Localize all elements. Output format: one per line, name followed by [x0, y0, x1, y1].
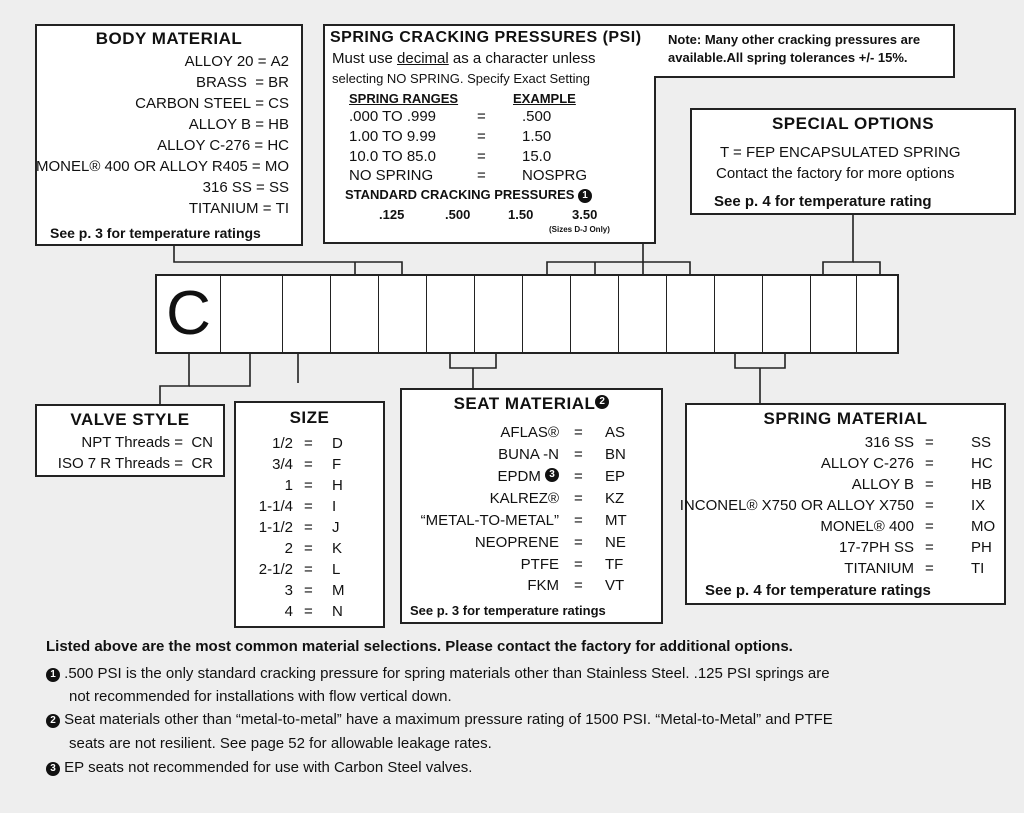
range: 1.00 TO 9.99 [349, 128, 437, 145]
seat-material-note: See p. 3 for temperature ratings [410, 603, 606, 618]
standard-value: 1.50 [508, 207, 534, 222]
footnote-3 [46, 759, 472, 776]
row-name: NPT Threads [81, 434, 171, 451]
body-material-row: ALLOY B = HB [188, 116, 289, 133]
size-eq: = [304, 498, 313, 515]
seat-material-title [402, 394, 661, 414]
row-code: HC [267, 137, 289, 154]
standard-value: .500 [445, 207, 471, 222]
size-code: M [332, 582, 345, 599]
footnote-text: EP seats not recommended for use with Carbon Steel valves. [64, 759, 473, 776]
line1-underlined: decimal [397, 50, 449, 67]
standard-value: 3.50 [572, 207, 598, 222]
footer-headline: Listed above are the most common material selections. Please contact the factory for additional options. [46, 638, 793, 655]
spring-cracking-title: SPRING CRACKING PRESSURES (PSI) [330, 29, 642, 46]
size-name: 3 [284, 582, 293, 599]
spring-range-example: NOSPRG [522, 167, 588, 184]
seat-name: AFLAS® [500, 424, 559, 441]
valve-style-row: ISO 7 R Threads = CR [57, 455, 213, 472]
sizes-note: (Sizes D-J Only) [549, 225, 610, 234]
row-code: A2 [270, 53, 289, 70]
seat-title-text: SEAT MATERIAL [453, 394, 596, 413]
spring-code: HB [971, 476, 992, 493]
size-code: H [332, 477, 343, 494]
spring-name: TITANIUM [844, 560, 914, 577]
tolerance-note-line1: Note: Many other cracking pressures are [668, 32, 921, 47]
seat-name [497, 468, 559, 485]
row-name: ALLOY C-276 [157, 137, 251, 154]
seat-name: “METAL-TO-METAL” [420, 512, 559, 529]
seat-code: TF [605, 556, 624, 573]
valve-style-box [35, 404, 225, 477]
row-code: MO [264, 158, 289, 175]
special-options-note: See p. 4 for temperature rating [714, 193, 932, 210]
seat-eq: = [574, 556, 583, 573]
footnote-badge: 1 [46, 668, 60, 682]
spring-material-note: See p. 4 for temperature ratings [705, 582, 931, 599]
row-name: ISO 7 R Threads [57, 455, 171, 472]
row-name: 316 SS [202, 179, 252, 196]
size-name: 1/2 [272, 435, 293, 452]
size-code: D [332, 435, 343, 452]
seat-eq: = [574, 577, 583, 594]
spring-material-box [679, 403, 1006, 605]
valve-style-title: VALVE STYLE [70, 410, 190, 429]
footnote-badge: 2 [46, 714, 60, 728]
spring-range-eq: = [477, 148, 486, 165]
seat-code: MT [605, 512, 627, 529]
spring-code: HC [971, 455, 993, 472]
size-code: K [332, 540, 343, 557]
size-name: 1-1/4 [258, 498, 293, 515]
range: 10.0 TO 85.0 [349, 148, 437, 165]
footnote-text: .500 PSI is the only standard cracking pressure for spring materials other than Stainless Steel. .125 PSI springs are [64, 665, 830, 682]
seat-name: BUNA -N [498, 446, 559, 463]
size-eq: = [304, 540, 313, 557]
seat-code: KZ [605, 490, 625, 507]
grid-cell-fixed-c: C [157, 276, 221, 352]
size-eq: = [304, 435, 313, 452]
spring-range-example: .500 [522, 108, 552, 125]
spring-material-title: SPRING MATERIAL [763, 409, 928, 428]
footnote-text: Seat materials other than “metal-to-metal” have a maximum pressure rating of 1500 PSI. “Metal-to-Metal” and PTFE [64, 711, 833, 728]
spring-eq: = [925, 455, 934, 472]
footnote-badge: 3 [545, 468, 559, 482]
seat-code: AS [605, 424, 626, 441]
body-material-row: MONEL® 400 OR ALLOY R405 = MO [36, 158, 289, 175]
line1-pre: Must use [332, 50, 398, 67]
footnote-badge: 1 [578, 189, 592, 203]
spring-eq: = [925, 434, 934, 451]
size-name: 2-1/2 [258, 561, 293, 578]
spring-eq: = [925, 560, 934, 577]
spring-range-eq: = [477, 167, 486, 184]
row-name: ALLOY B [188, 116, 252, 133]
range: .000 TO .999 [349, 108, 437, 125]
seat-name: KALREZ® [489, 490, 559, 507]
seat-code: NE [605, 534, 626, 551]
size-eq: = [304, 582, 313, 599]
row-name: TITANIUM [188, 200, 259, 217]
body-material-row: TITANIUM = TI [188, 200, 289, 217]
size-eq: = [304, 477, 313, 494]
body-material-row: CARBON STEEL = CS [135, 95, 289, 112]
seat-eq: = [574, 534, 583, 551]
seat-code: BN [605, 446, 626, 463]
seat-name-text: EPDM [497, 468, 541, 485]
seat-code: EP [605, 468, 626, 485]
spring-range-eq: = [477, 108, 486, 125]
size-name: 3/4 [272, 456, 293, 473]
seat-eq: = [574, 468, 583, 485]
footnote-badge: 2 [595, 395, 609, 409]
size-code: N [332, 603, 343, 620]
size-name: 1-1/2 [258, 519, 293, 536]
size-eq: = [304, 519, 313, 536]
spring-range-example: 15.0 [522, 148, 552, 165]
seat-eq: = [574, 512, 583, 529]
size-code: L [332, 561, 341, 578]
row-code: CS [268, 95, 289, 112]
spring-name: INCONEL® X750 OR ALLOY X750 [679, 497, 914, 514]
footnote-2 [46, 711, 833, 728]
size-eq: = [304, 561, 313, 578]
example-header: EXAMPLE [513, 91, 576, 106]
spring-name: ALLOY C-276 [820, 455, 914, 472]
spring-code: PH [971, 539, 992, 556]
seat-name: PTFE [520, 556, 559, 573]
body-material-row: ALLOY 20 = A2 [184, 53, 289, 70]
spring-eq: = [925, 497, 934, 514]
seat-material-box [400, 388, 663, 624]
seat-code: VT [605, 577, 625, 594]
size-eq: = [304, 603, 313, 620]
row-name: ALLOY 20 [184, 53, 254, 70]
tolerance-note-line2: available.All spring tolerances +/- 15%. [668, 50, 908, 65]
footnote-badge: 3 [46, 762, 60, 776]
row-name: MONEL® 400 OR ALLOY R405 [36, 158, 248, 175]
row-code: TI [275, 200, 289, 217]
row-name: BRASS [196, 74, 247, 91]
spring-code: SS [971, 434, 992, 451]
body-material-row: BRASS = BR [196, 74, 289, 91]
row-code: CN [191, 434, 213, 451]
spring-name: 316 SS [864, 434, 914, 451]
footnote-1 [46, 665, 830, 682]
spring-range-example: 1.50 [522, 128, 552, 145]
row-code: HB [268, 116, 289, 133]
spring-name: ALLOY B [851, 476, 914, 493]
seat-name: FKM [527, 577, 559, 594]
seat-eq: = [574, 446, 583, 463]
seat-eq: = [574, 490, 583, 507]
size-title: SIZE [289, 408, 330, 427]
body-material-note: See p. 3 for temperature ratings [50, 225, 261, 241]
spring-eq: = [925, 476, 934, 493]
seat-name: NEOPRENE [474, 534, 559, 551]
spring-cracking-line2: selecting NO SPRING. Specify Exact Setting [332, 71, 590, 86]
range: NO SPRING [349, 167, 434, 184]
body-material-row: ALLOY C-276 = HC [157, 137, 289, 154]
spring-name: MONEL® 400 [820, 518, 914, 535]
size-name: 4 [284, 603, 293, 620]
size-code: F [332, 456, 342, 473]
spring-code: IX [971, 497, 986, 514]
spring-eq: = [925, 539, 934, 556]
spring-code: TI [971, 560, 985, 577]
footnote-2-cont: seats are not resilient. See page 52 for allowable leakage rates. [69, 735, 492, 752]
spring-eq: = [925, 518, 934, 535]
row-name: CARBON STEEL [135, 95, 252, 112]
special-options-line1: T = FEP ENCAPSULATED SPRING [720, 144, 961, 161]
spring-ranges-header: SPRING RANGES [349, 91, 459, 106]
body-material-title: BODY MATERIAL [95, 29, 243, 48]
size-box [234, 401, 385, 628]
row-code: CR [191, 455, 213, 472]
spring-range-eq: = [477, 128, 486, 145]
row-code: BR [268, 74, 289, 91]
special-options-line2: Contact the factory for more options [716, 165, 955, 182]
spring-code: MO [971, 518, 996, 535]
standard-value: .125 [379, 207, 405, 222]
size-eq: = [304, 456, 313, 473]
seat-eq: = [574, 424, 583, 441]
row-code: SS [268, 179, 289, 196]
line1-post: as a character unless [448, 50, 596, 67]
standard-title-text: STANDARD CRACKING PRESSURES [345, 187, 575, 202]
valve-style-row: NPT Threads = CN [81, 434, 213, 451]
special-options-title: SPECIAL OPTIONS [771, 114, 935, 133]
size-name: 1 [284, 477, 293, 494]
size-name: 2 [284, 540, 293, 557]
size-code: I [332, 498, 337, 515]
spring-name: 17-7PH SS [838, 539, 914, 556]
footnote-1-cont: not recommended for installations with flow vertical down. [69, 688, 452, 705]
body-material-row: 316 SS = SS [202, 179, 289, 196]
size-code: J [332, 519, 340, 536]
